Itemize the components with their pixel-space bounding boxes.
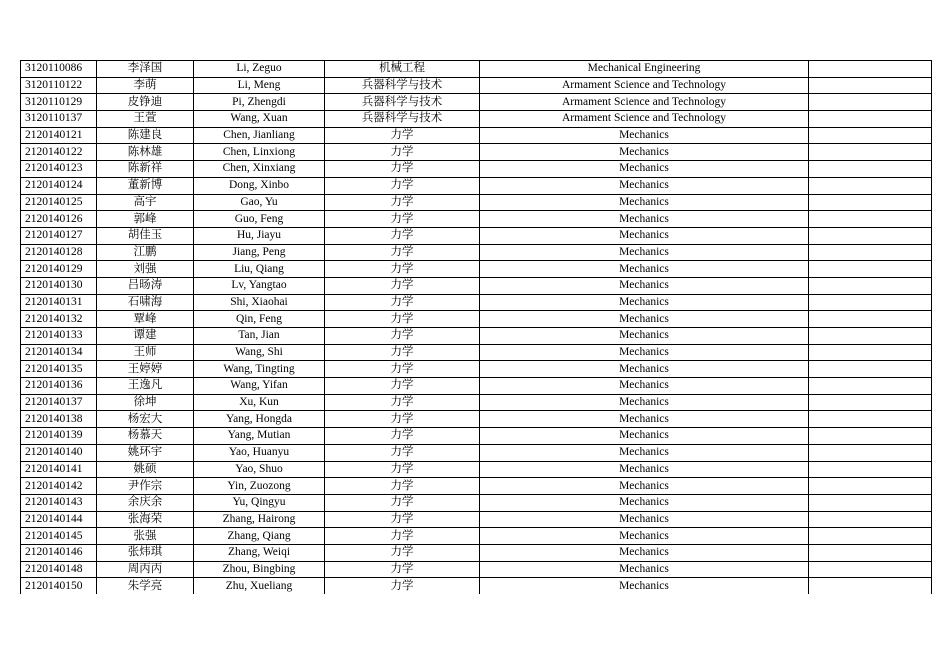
extra-cell [809,328,932,345]
table-row [21,144,932,161]
english-name-cell: Li, Zeguo [194,61,325,78]
chinese-name-cell: 王师 [97,344,194,361]
chinese-major-cell: 力学 [325,161,480,178]
extra-cell [809,161,932,178]
english-major-cell: Mechanics [480,261,809,278]
chinese-name-cell: 朱学亮 [97,578,194,595]
english-name-cell: Hu, Jiayu [194,227,325,244]
english-name-cell: Xu, Kun [194,394,325,411]
english-name-cell: Wang, Shi [194,344,325,361]
extra-cell [809,411,932,428]
chinese-major-cell: 兵器科学与技术 [325,77,480,94]
english-major-cell: Mechanics [480,411,809,428]
chinese-name-cell: 吕旸涛 [97,277,194,294]
extra-cell [809,94,932,111]
chinese-name-cell: 王萱 [97,111,194,128]
english-major-cell: Armament Science and Technology [480,77,809,94]
table-row [21,111,932,128]
chinese-name-cell: 胡佳玉 [97,227,194,244]
extra-cell [809,194,932,211]
table-row [21,294,932,311]
student-id-cell: 3120110137 [21,111,97,128]
chinese-major-cell: 力学 [325,528,480,545]
chinese-name-cell: 陈新祥 [97,161,194,178]
student-id-cell: 2120140123 [21,161,97,178]
table-row [21,528,932,545]
student-id-cell: 2120140140 [21,444,97,461]
english-name-cell: Zhu, Xueliang [194,578,325,595]
chinese-name-cell: 尹作宗 [97,478,194,495]
english-major-cell: Mechanics [480,311,809,328]
english-major-cell: Mechanics [480,444,809,461]
extra-cell [809,211,932,228]
english-major-cell: Mechanics [480,227,809,244]
student-id-cell: 2120140141 [21,461,97,478]
student-id-cell: 2120140134 [21,344,97,361]
english-name-cell: Zhang, Qiang [194,528,325,545]
table-row [21,244,932,261]
student-id-cell: 2120140128 [21,244,97,261]
table-row [21,227,932,244]
chinese-major-cell: 力学 [325,227,480,244]
chinese-name-cell: 姚环宇 [97,444,194,461]
chinese-name-cell: 覃峰 [97,311,194,328]
chinese-major-cell: 力学 [325,277,480,294]
chinese-name-cell: 杨宏大 [97,411,194,428]
english-major-cell: Mechanics [480,544,809,561]
chinese-name-cell: 杨慕天 [97,428,194,445]
chinese-major-cell: 力学 [325,428,480,445]
student-table [20,60,932,594]
english-major-cell: Mechanical Engineering [480,61,809,78]
english-name-cell: Jiang, Peng [194,244,325,261]
english-major-cell: Mechanics [480,361,809,378]
table-row [21,394,932,411]
chinese-major-cell: 力学 [325,411,480,428]
english-name-cell: Liu, Qiang [194,261,325,278]
student-id-cell: 3120110086 [21,61,97,78]
extra-cell [809,77,932,94]
english-name-cell: Yang, Hongda [194,411,325,428]
english-name-cell: Qin, Feng [194,311,325,328]
chinese-name-cell: 谭建 [97,328,194,345]
student-id-cell: 2120140121 [21,127,97,144]
student-id-cell: 3120110122 [21,77,97,94]
chinese-major-cell: 力学 [325,294,480,311]
english-major-cell: Mechanics [480,461,809,478]
extra-cell [809,261,932,278]
student-id-cell: 2120140133 [21,328,97,345]
table-row [21,61,932,78]
table-row [21,344,932,361]
chinese-major-cell: 力学 [325,494,480,511]
english-name-cell: Zhang, Hairong [194,511,325,528]
student-id-cell: 2120140135 [21,361,97,378]
english-major-cell: Mechanics [480,127,809,144]
extra-cell [809,177,932,194]
table-row [21,511,932,528]
extra-cell [809,544,932,561]
chinese-major-cell: 机械工程 [325,61,480,78]
english-major-cell: Mechanics [480,277,809,294]
english-major-cell: Mechanics [480,394,809,411]
chinese-major-cell: 力学 [325,244,480,261]
chinese-name-cell: 张海荣 [97,511,194,528]
extra-cell [809,61,932,78]
english-name-cell: Wang, Yifan [194,378,325,395]
table-row [21,177,932,194]
english-major-cell: Mechanics [480,528,809,545]
student-id-cell: 2120140132 [21,311,97,328]
english-major-cell: Mechanics [480,144,809,161]
english-major-cell: Mechanics [480,194,809,211]
english-name-cell: Tan, Jian [194,328,325,345]
table-row [21,311,932,328]
english-major-cell: Mechanics [480,494,809,511]
chinese-major-cell: 力学 [325,211,480,228]
table-row [21,561,932,578]
english-name-cell: Yao, Huanyu [194,444,325,461]
chinese-major-cell: 力学 [325,378,480,395]
table-row [21,161,932,178]
student-id-cell: 2120140143 [21,494,97,511]
student-id-cell: 2120140137 [21,394,97,411]
table-row [21,428,932,445]
chinese-major-cell: 力学 [325,544,480,561]
extra-cell [809,277,932,294]
chinese-name-cell: 王逸凡 [97,378,194,395]
english-major-cell: Mechanics [480,244,809,261]
chinese-major-cell: 力学 [325,261,480,278]
extra-cell [809,144,932,161]
english-major-cell: Mechanics [480,211,809,228]
english-name-cell: Zhang, Weiqi [194,544,325,561]
student-id-cell: 2120140146 [21,544,97,561]
chinese-name-cell: 张强 [97,528,194,545]
chinese-major-cell: 力学 [325,361,480,378]
chinese-major-cell: 力学 [325,194,480,211]
english-major-cell: Mechanics [480,428,809,445]
table-row [21,411,932,428]
extra-cell [809,494,932,511]
student-id-cell: 2120140145 [21,528,97,545]
student-id-cell: 2120140148 [21,561,97,578]
extra-cell [809,227,932,244]
chinese-name-cell: 徐坤 [97,394,194,411]
student-id-cell: 2120140139 [21,428,97,445]
chinese-name-cell: 姚硕 [97,461,194,478]
extra-cell [809,461,932,478]
english-name-cell: Dong, Xinbo [194,177,325,194]
extra-cell [809,394,932,411]
chinese-name-cell: 皮铮迪 [97,94,194,111]
student-id-cell: 2120140142 [21,478,97,495]
extra-cell [809,127,932,144]
chinese-name-cell: 石啸海 [97,294,194,311]
table-row [21,328,932,345]
chinese-name-cell: 陈建良 [97,127,194,144]
table-row [21,361,932,378]
english-major-cell: Mechanics [480,561,809,578]
chinese-name-cell: 董新博 [97,177,194,194]
english-name-cell: Chen, Jianliang [194,127,325,144]
extra-cell [809,311,932,328]
table-row [21,194,932,211]
chinese-major-cell: 力学 [325,561,480,578]
chinese-major-cell: 力学 [325,578,480,595]
extra-cell [809,561,932,578]
extra-cell [809,378,932,395]
chinese-name-cell: 周丙丙 [97,561,194,578]
table-row [21,494,932,511]
student-id-cell: 2120140129 [21,261,97,278]
chinese-major-cell: 力学 [325,444,480,461]
chinese-major-cell: 力学 [325,328,480,345]
english-name-cell: Gao, Yu [194,194,325,211]
chinese-major-cell: 兵器科学与技术 [325,111,480,128]
table-row [21,127,932,144]
english-name-cell: Chen, Linxiong [194,144,325,161]
extra-cell [809,478,932,495]
english-name-cell: Chen, Xinxiang [194,161,325,178]
chinese-major-cell: 力学 [325,144,480,161]
extra-cell [809,344,932,361]
table-row [21,261,932,278]
chinese-major-cell: 力学 [325,478,480,495]
chinese-major-cell: 力学 [325,344,480,361]
student-table-body [21,61,932,595]
chinese-name-cell: 李泽国 [97,61,194,78]
chinese-major-cell: 力学 [325,394,480,411]
english-major-cell: Mechanics [480,511,809,528]
table-row [21,544,932,561]
extra-cell [809,111,932,128]
table-row [21,578,932,595]
english-major-cell: Mechanics [480,478,809,495]
extra-cell [809,528,932,545]
english-name-cell: Yang, Mutian [194,428,325,445]
english-name-cell: Guo, Feng [194,211,325,228]
english-name-cell: Wang, Xuan [194,111,325,128]
english-name-cell: Yin, Zuozong [194,478,325,495]
chinese-name-cell: 张炜琪 [97,544,194,561]
english-name-cell: Shi, Xiaohai [194,294,325,311]
english-name-cell: Zhou, Bingbing [194,561,325,578]
english-major-cell: Armament Science and Technology [480,94,809,111]
english-name-cell: Yao, Shuo [194,461,325,478]
chinese-name-cell: 高宇 [97,194,194,211]
table-row [21,211,932,228]
extra-cell [809,578,932,595]
chinese-major-cell: 力学 [325,311,480,328]
english-major-cell: Mechanics [480,161,809,178]
english-major-cell: Mechanics [480,294,809,311]
chinese-major-cell: 力学 [325,177,480,194]
student-id-cell: 2120140126 [21,211,97,228]
english-major-cell: Armament Science and Technology [480,111,809,128]
extra-cell [809,511,932,528]
chinese-name-cell: 郭峰 [97,211,194,228]
student-id-cell: 2120140125 [21,194,97,211]
chinese-major-cell: 力学 [325,511,480,528]
chinese-major-cell: 兵器科学与技术 [325,94,480,111]
english-name-cell: Li, Meng [194,77,325,94]
english-major-cell: Mechanics [480,378,809,395]
student-id-cell: 2120140127 [21,227,97,244]
table-row [21,378,932,395]
chinese-name-cell: 陈林雄 [97,144,194,161]
student-id-cell: 3120110129 [21,94,97,111]
english-name-cell: Pi, Zhengdi [194,94,325,111]
table-row [21,461,932,478]
chinese-major-cell: 力学 [325,127,480,144]
table-row [21,277,932,294]
student-id-cell: 2120140150 [21,578,97,595]
extra-cell [809,244,932,261]
table-row [21,77,932,94]
chinese-name-cell: 王婷婷 [97,361,194,378]
student-id-cell: 2120140131 [21,294,97,311]
english-major-cell: Mechanics [480,177,809,194]
student-id-cell: 2120140130 [21,277,97,294]
extra-cell [809,428,932,445]
english-major-cell: Mechanics [480,328,809,345]
extra-cell [809,444,932,461]
chinese-major-cell: 力学 [325,461,480,478]
student-id-cell: 2120140122 [21,144,97,161]
chinese-name-cell: 李萌 [97,77,194,94]
student-id-cell: 2120140124 [21,177,97,194]
english-name-cell: Yu, Qingyu [194,494,325,511]
extra-cell [809,361,932,378]
table-row [21,444,932,461]
table-row [21,478,932,495]
english-name-cell: Lv, Yangtao [194,277,325,294]
english-major-cell: Mechanics [480,344,809,361]
student-id-cell: 2120140144 [21,511,97,528]
table-row [21,94,932,111]
english-name-cell: Wang, Tingting [194,361,325,378]
english-major-cell: Mechanics [480,578,809,595]
chinese-name-cell: 江鹏 [97,244,194,261]
chinese-name-cell: 余庆余 [97,494,194,511]
chinese-name-cell: 刘强 [97,261,194,278]
student-id-cell: 2120140136 [21,378,97,395]
extra-cell [809,294,932,311]
student-id-cell: 2120140138 [21,411,97,428]
